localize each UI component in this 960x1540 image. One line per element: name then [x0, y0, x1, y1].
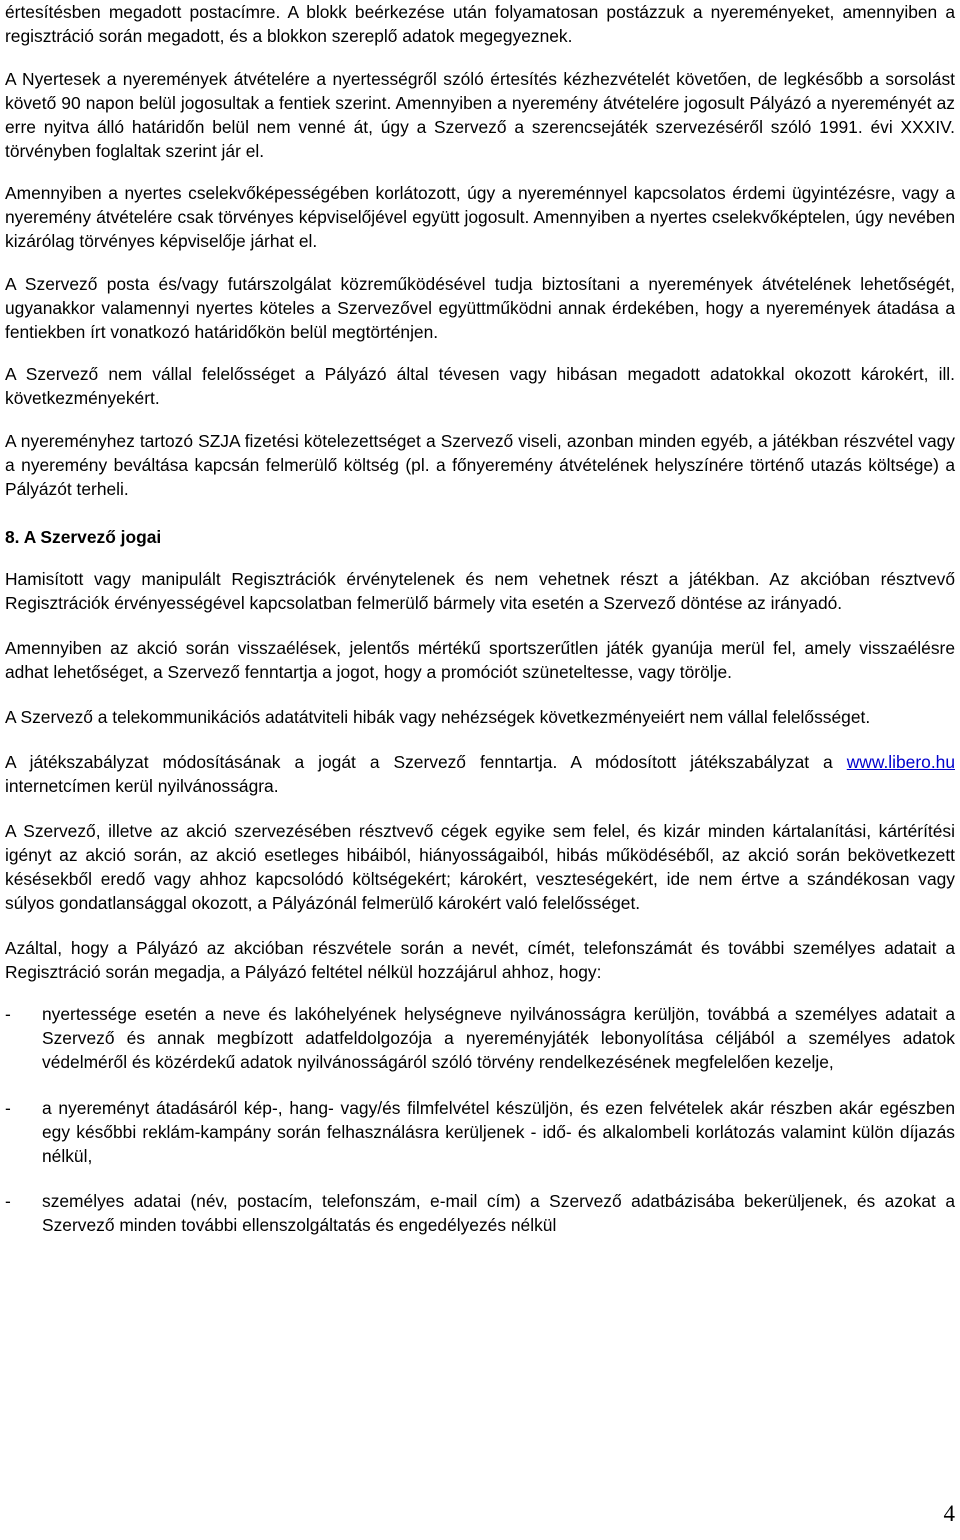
paragraph: A nyereményhez tartozó SZJA fizetési kötelezettséget a Szervező viseli, azonban minden egyéb, a játékban részvétel vagy a nyeremény beváltása kapcsán felmerülő költség (pl. a főnyeremény átvételének helyszínére történő utazás költsége) a Pályázót terheli. [5, 430, 955, 499]
paragraph: A Szervező a telekommunikációs adatátviteli hibák vagy nehézségek következményeiért nem vállal felelősséget. [5, 707, 871, 727]
list-dash: - [5, 1191, 11, 1211]
paragraph: Azáltal, hogy a Pályázó az akcióban részvétele során a nevét, címét, telefonszámát és további személyes adatait a Regisztráció során megadja, a Pályázó feltétel nélkül hozzájárul ahhoz, hogy: [5, 938, 955, 982]
document-page [5, 0, 955, 1237]
paragraph: Hamisított vagy manipulált Regisztrációk érvénytelenek és nem vehetnek részt a játékban. Az akcióban résztvevő Regisztrációk érvényességével kapcsolatban felmerülő bármely vita esetén a Szervező döntése az irányadó. [5, 569, 955, 613]
paragraph: Amennyiben a nyertes cselekvőképességében korlátozott, úgy a nyereménnyel kapcsolatos érdemi ügyintézésre, vagy a nyeremény átvételére csak törvényes képviselőjével együtt jogosult. Amennyiben a nyertes cselekvőképtelen, úgy nevében kizárólag törvényes képviselője járhat el. [5, 183, 955, 251]
list-item [5, 1002, 955, 1074]
consent-list [5, 1002, 955, 1237]
text-run: A játékszabályzat módosításának a jogát a Szervező fenntartja. A módosított játékszabályzat a [5, 752, 847, 772]
list-item-text: nyertessége esetén a neve és lakóhelyének helységneve nyilvánosságra kerüljön, továbbá a személyes adatait a Szervező és annak megbízott adatfeldolgozója a nyereményjáték lebonyolítása céljából a személyes adatok védelméről és közérdekű adatok nyilvánosságáról szóló törvény rendelkezésének megfelelően kezelje, [42, 1004, 955, 1072]
website-link[interactable]: www.libero.hu [846, 752, 955, 772]
list-item [5, 1096, 955, 1168]
paragraph: A Szervező, illetve az akció szervezésében résztvevő cégek egyike sem felel, és kizár minden kártalanítási, kártérítési igényt az akció során, az akció esetleges hibáiból, hiányosságaiból, hibás működéséből, az akció során bekövetkezett késésekből eredő vagy ahhoz kapcsolódó költségekért; károkért, veszteségekért, ide nem értve a szándékosan vagy súlyos gondatlansággal okozott, a Pályázónál felmerülő károkért való felelősséget. [5, 821, 955, 913]
paragraph: értesítésben megadott postacímre. A blokk beérkezése után folyamatosan postázzuk a nyereményeket, amennyiben a regisztráció során megadott, és a blokkon szereplő adatok megegyeznek. [5, 2, 955, 46]
paragraph: A Szervező nem vállal felelősséget a Pályázó által tévesen vagy hibásan megadott adatokkal okozott károkért, ill. következményekért. [5, 364, 955, 408]
paragraph: Amennyiben az akció során visszaélések, jelentős mértékű sportszerűtlen játék gyanúja merül fel, amely visszaélésre adhat lehetőséget, a Szervező fenntartja a jogot, hogy a promóciót szüneteltesse, vagy törölje. [5, 638, 955, 682]
sentence: Amennyiben a nyeremény átvételére jogosult Pályázó a nyereményét az erre nyitva álló határidőn belül nem venné át, úgy a Szervező a szerencsejáték szervezéséről szóló 1991. évi XXXIV. törvényben foglaltak szerint jár el. [5, 92, 955, 161]
text-run: internetcímen kerül nyilvánosságra. [5, 776, 279, 796]
paragraph [5, 750, 955, 798]
sentence: A Nyertesek a nyeremények átvételére a nyertességről szóló értesítés kézhezvételét követően, de legkésőbb a sorsolást követő 90 napon belül jogosultak a fentiek szerint. [5, 68, 955, 113]
list-item-text: személyes adatai (név, postacím, telefonszám, e-mail cím) a Szervező adatbázisába bekerüljenek, és azokat a Szervező minden további ellenszolgáltatás és engedélyezés nélkül [42, 1191, 955, 1235]
paragraph [5, 67, 955, 163]
list-item-text: a nyereményt átadásáról kép-, hang- vagy/és filmfelvétel készüljön, és ezen felvételek akár részben akár egészben egy későbbi reklám-kampány során felhasználásra kerüljenek - idő- és alkalombeli korlátozás valamint külön díjazás nélkül, [42, 1097, 955, 1166]
section-heading: 8. A Szervező jogai [5, 526, 162, 547]
page-number: 4 [943, 1501, 955, 1526]
list-dash: - [5, 1097, 11, 1118]
list-item [5, 1189, 955, 1237]
list-dash: - [5, 1004, 11, 1024]
paragraph: A Szervező posta és/vagy futárszolgálat közreműködésével tudja biztosítani a nyeremények átvételének lehetőségét, ugyanakkor valamennyi nyertes köteles a Szervezővel együttműködni annak érdekében, hogy a nyeremények átadása a fentiekben írt vonatkozó határidőkön belül megtörténjen. [5, 273, 955, 342]
